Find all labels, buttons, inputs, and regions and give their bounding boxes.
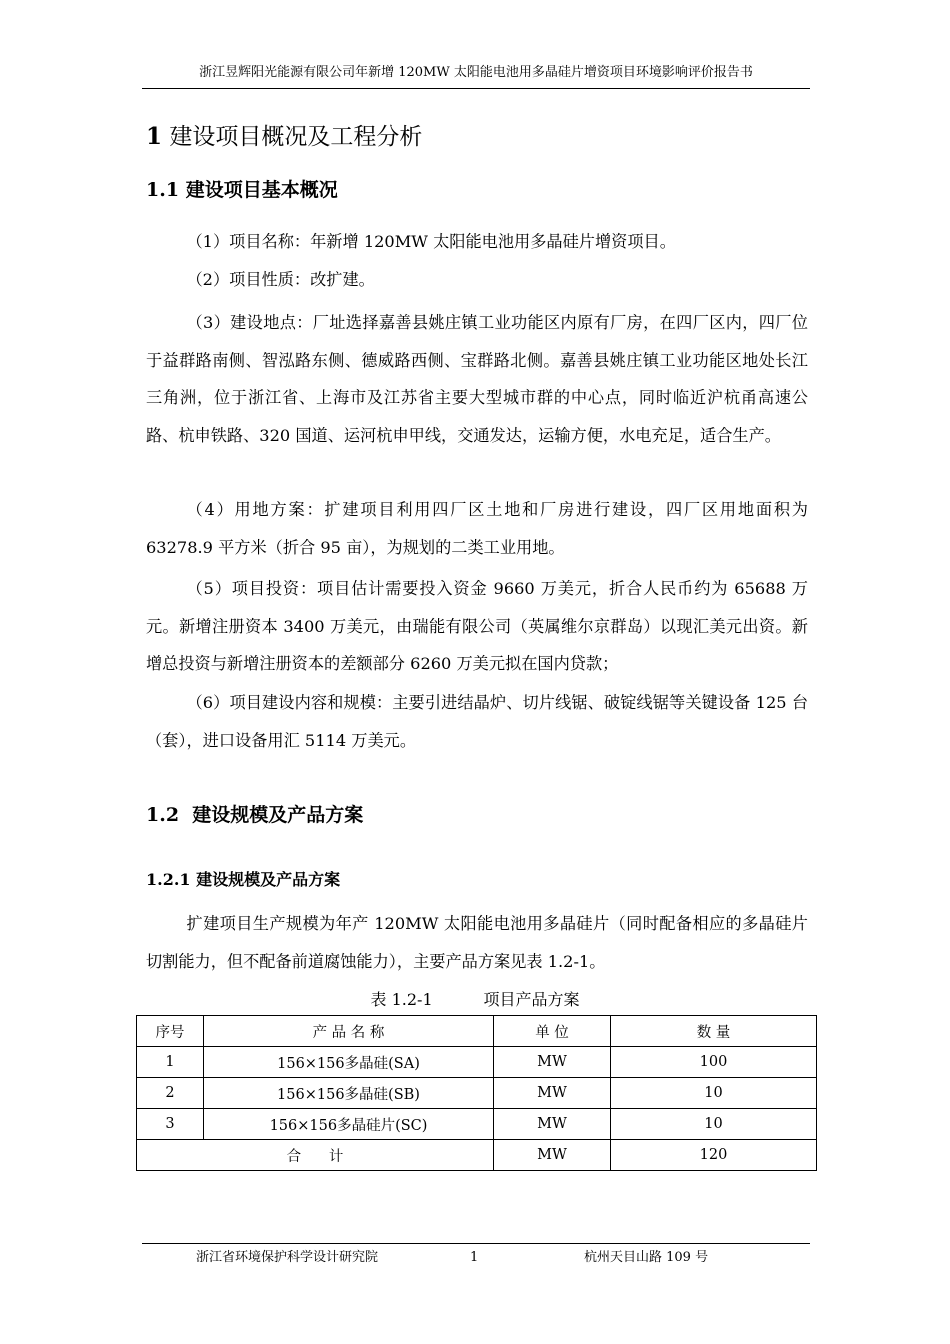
section-title: 建设规模及产品方案 (196, 870, 341, 889)
scale-paragraph: 扩建项目生产规模为年产 120MW 太阳能电池用多晶硅片（同时配备相应的多晶硅片切割能力，但不配备前道腐蚀能力），主要产品方案见表 1.2-1。 (146, 914, 808, 971)
total-value: 120 (611, 1140, 817, 1171)
table-cell: 156×156多晶硅(SB) (204, 1078, 494, 1109)
section-number: 1.2.1 (146, 870, 191, 889)
table-caption: 表 1.2-1 项目产品方案 (370, 990, 580, 1009)
section-title: 建设项目概况及工程分析 (169, 124, 423, 150)
table-cell: MW (494, 1047, 611, 1078)
item-project-name: （1）项目名称：年新增 120MW 太阳能电池用多晶硅片增资项目。 (186, 232, 676, 251)
item-scope: （6）项目建设内容和规模：主要引进结晶炉、切片线锯、破锭线锯等关键设备 125 台（套），进口设备用汇 5114 万美元。 (146, 693, 808, 750)
item-project-nature: （2）项目性质：改扩建。 (186, 270, 375, 289)
footer-address: 杭州天目山路 109 号 (584, 1250, 709, 1265)
header-cell: 数 量 (611, 1016, 817, 1047)
table-cell: MW (494, 1109, 611, 1140)
item-investment: （5）项目投资：项目估计需要投入资金 9660 万美元，折合人民币约为 65688 万元。新增注册资本 3400 万美元，由瑞能有限公司（英属维尔京群岛）以现汇美元出资。新增总投资与新增注册资本的差额部分 6260 万美元拟在国内贷款； (146, 579, 808, 673)
product-table (136, 1015, 817, 1171)
table-header-row (137, 1016, 817, 1047)
page-number: 1 (470, 1250, 479, 1265)
table-cell: MW (494, 1078, 611, 1109)
header-cell: 序号 (137, 1016, 204, 1047)
table-row (137, 1047, 817, 1078)
footer-institute: 浙江省环境保护科学设计研究院 (196, 1250, 379, 1265)
header-rule (142, 88, 810, 89)
header-cell: 产 品 名 称 (204, 1016, 494, 1047)
section-1-2-heading (146, 799, 363, 831)
table-row (137, 1078, 817, 1109)
section-1-1-heading (146, 174, 338, 206)
table-cell: 156×156多晶硅片(SC) (204, 1109, 494, 1140)
table-row (137, 1109, 817, 1140)
table-cell: 10 (611, 1078, 817, 1109)
table-cell: 156×156多晶硅(SA) (204, 1047, 494, 1078)
header-cell: 单 位 (494, 1016, 611, 1047)
section-title: 建设项目基本概况 (185, 179, 338, 201)
footer-rule (142, 1243, 810, 1244)
section-1-heading (146, 118, 422, 156)
table-cell: 3 (137, 1109, 204, 1140)
table-cell: 10 (611, 1109, 817, 1140)
item-land-plan: （4）用地方案：扩建项目利用四厂区土地和厂房进行建设，四厂区用地面积为 63278.9 平方米（折合 95 亩），为规划的二类工业用地。 (146, 500, 808, 557)
table-cell: 1 (137, 1047, 204, 1078)
item-construction-site: （3）建设地点：厂址选择嘉善县姚庄镇工业功能区内原有厂房，在四厂区内，四厂位于益群路南侧、智泓路东侧、德威路西侧、宝群路北侧。嘉善县姚庄镇工业功能区地处长江三角洲，位于浙江省、上海市及江苏省主要大型城市群的中心点，同时临近沪杭甬高速公路、杭申铁路、320 国道、运河杭申甲线，交通发达，运输方便，水电充足，适合生产。 (146, 313, 808, 445)
section-title: 建设规模及产品方案 (192, 804, 364, 826)
table-cell: 100 (611, 1047, 817, 1078)
table-total-row (137, 1140, 817, 1171)
running-header: 浙江昱辉阳光能源有限公司年新增 120MW 太阳能电池用多晶硅片增资项目环境影响评价报告书 (199, 65, 753, 80)
section-number: 1 (146, 123, 163, 150)
section-number: 1.2 (146, 804, 180, 826)
section-number: 1.1 (146, 179, 180, 201)
table-cell: 2 (137, 1078, 204, 1109)
section-1-2-1-heading (146, 866, 340, 894)
total-label: 合 计 (137, 1140, 494, 1171)
total-unit: MW (494, 1140, 611, 1171)
